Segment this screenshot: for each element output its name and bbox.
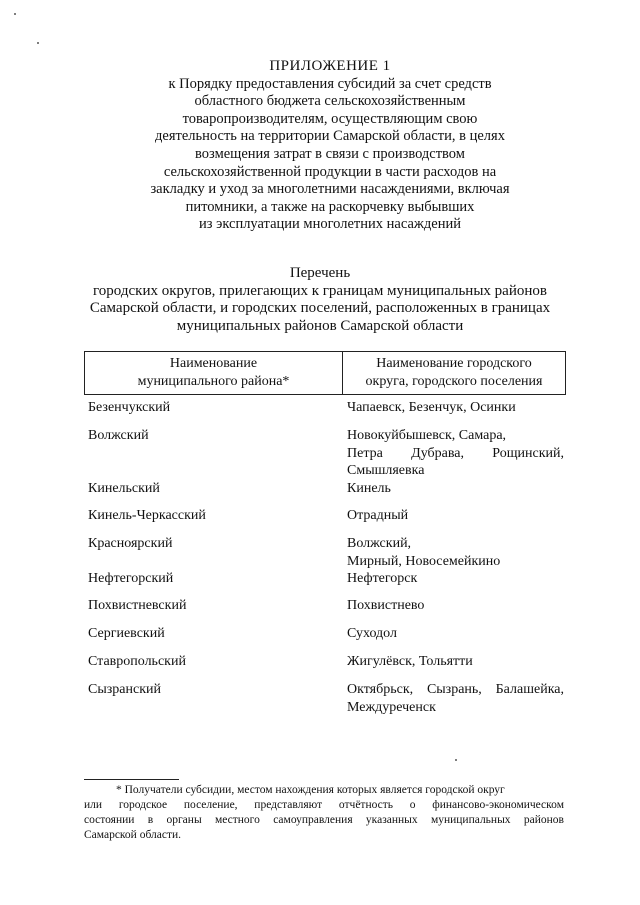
settlement-line: Смышляевка (347, 463, 425, 478)
settlement-line: Волжский, (347, 536, 412, 551)
footnote-separator (84, 779, 179, 780)
settlement-line: Отрадный (347, 508, 409, 523)
settlement-line: Новокуйбышевск, Самара, (347, 428, 507, 443)
list-heading: Перечень (289, 265, 351, 281)
settlement-line: Жигулёвск, Тольятти (347, 654, 473, 669)
footnote-line: * Получатели субсидии, местом нахождения которых является городской округ (116, 784, 505, 796)
district-name: Красноярский (88, 536, 173, 551)
settlement-line: Мирный, Новосемейкино (347, 553, 501, 569)
header-text: Наименование (169, 356, 258, 371)
footnote-line-justified (84, 798, 564, 813)
word: финансово-экономическом (432, 799, 564, 811)
word: представляют (254, 799, 323, 811)
settlement-line: Нефтегорск (347, 571, 418, 586)
list-title-line: городских округов, прилегающих к границам муниципальных районов (93, 282, 547, 299)
appendix-line: закладку и уход за многолетними насаждениями, включая (150, 181, 510, 198)
district-name: Кинельский (88, 481, 160, 496)
word: самоуправления (273, 814, 353, 826)
appendix-line: областного бюджета сельскохозяйственным (194, 93, 466, 110)
word: Сызрань, (426, 682, 482, 697)
footnote-line-justified (84, 813, 564, 828)
word: органы (166, 814, 202, 826)
settlement-cell (347, 681, 564, 716)
settlement-cell (347, 625, 564, 643)
settlement-cell (347, 597, 564, 615)
settlement-cell (347, 480, 564, 498)
word: в (147, 814, 154, 826)
settlement-cell (347, 507, 564, 525)
word: указанных (365, 814, 418, 826)
settlement-line: Междуреченск (347, 699, 436, 715)
list-title-line: Самарской области, и городских поселений, расположенных в границах (89, 300, 551, 317)
header-text: Наименование городского (376, 356, 532, 371)
appendix-line: из эксплуатации многолетних насаждений (198, 216, 461, 233)
appendix-line: питомники, а также на раскорчевку выбывших (185, 198, 475, 215)
footnote-line: Самарской области. (84, 829, 182, 841)
district-name: Волжский (88, 428, 149, 443)
settlement-cell (347, 427, 564, 480)
footnote (84, 783, 564, 843)
settlement-cell (347, 535, 564, 570)
appendix-line: деятельность на территории Самарской области, в целях (155, 128, 505, 145)
header-text: муниципального района* (137, 374, 290, 389)
word: местного (214, 814, 260, 826)
district-name: Ставропольский (88, 654, 186, 669)
appendix-title: ПРИЛОЖЕНИЕ 1 (269, 58, 391, 74)
settlement-cell (347, 570, 564, 588)
word: отчётность (338, 799, 394, 811)
settlement-line: Суходол (347, 626, 397, 641)
appendix-line: сельскохозяйственной продукции в части расходов на (163, 163, 497, 180)
word: городское (118, 799, 168, 811)
scan-speck (455, 759, 457, 761)
settlement-line: Похвистнево (347, 598, 425, 613)
word: Дубрава, (411, 445, 464, 461)
word: Октябрьск, (347, 682, 414, 697)
district-name: Сергиевский (88, 626, 165, 641)
settlement-line-justified (347, 681, 564, 699)
word: Рощинский, (492, 445, 564, 461)
word: о (409, 799, 416, 811)
district-name: Безенчукский (88, 400, 171, 415)
appendix-line: товаропроизводителям, осуществляющим свою (182, 110, 478, 127)
settlement-line: Кинель (347, 481, 391, 496)
header-text: округа, городского поселения (365, 374, 543, 389)
word: поселение, (183, 799, 238, 811)
word: Балашейка, (495, 682, 564, 697)
word: муниципальных (430, 814, 511, 826)
district-name: Кинель-Черкасский (88, 508, 206, 523)
settlement-cell (347, 399, 564, 417)
district-name: Похвистневский (88, 598, 187, 613)
word: или (84, 799, 103, 811)
appendix-line: возмещения затрат в связи с производством (195, 145, 465, 162)
word: состоянии (84, 814, 135, 826)
word: районов (523, 814, 564, 826)
settlement-line-justified (347, 445, 564, 463)
settlement-line: Чапаевск, Безенчук, Осинки (347, 400, 516, 415)
district-name: Сызранский (88, 682, 161, 697)
district-name: Нефтегорский (88, 571, 174, 586)
word: Петра (347, 445, 383, 461)
settlement-cell (347, 653, 564, 671)
list-title-line: муниципальных районов Самарской области (176, 317, 464, 334)
appendix-line: к Порядку предоставления субсидий за счет средств (168, 75, 492, 92)
